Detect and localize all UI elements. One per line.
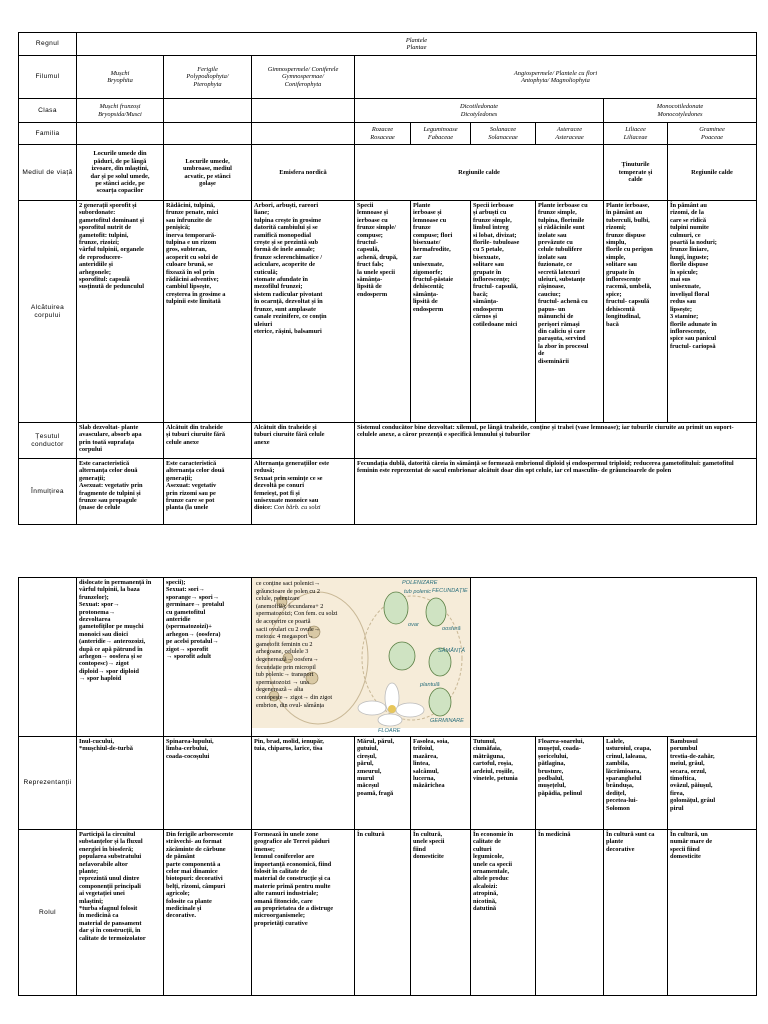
row-tesutul [19,423,757,459]
label-clasa: Clasa [19,99,77,123]
alcatuirea-liliacee: Plante ierboase, în pământ au tuberculi, bulbi, rizomi; frunze dispuse simplu, florile cu perigon simple, solitare sau grupate în inflorescențe racemă, umbelă, spice; fructul- capsulă dehiscentă longitudinal, bacă [604,201,668,423]
label-inmultirea: Înmulțirea [19,459,77,525]
repr-leguminoase: Fasolea, soia, trifoiul, mazărea, lintea, salcâmul, lucerna, măzărichea [411,737,471,830]
rol-ferigi: Din ferigile arborescente străvechi- au format zăcăminte de cărbune de pământ parte componentă a celor mai dinamice biotopuri: decorativi belți, rizomi, câmpuri agricole; folosite ca plante medicinale și decorative. [164,830,252,996]
inmultirea-ferigi: Este caracteristică alternanța celor două generații; Asexuat: vegetativ prin rizomi sau pe frunze care se pot planta (la unele [164,459,252,525]
label-alcatuirea: Alcătuirea corpului [19,201,77,423]
repr-graminee: Bambusul porumbul trestia-de-zahăr, meiul, grâul, secara, orzul, timoftica, ovăzul, păiușul, firea, golomățul, grâul pirul [668,737,757,830]
mediul-dicotiledonate: Regiunile calde [355,145,604,201]
mediul-liliacee: Ținuturile temperate și calde [604,145,668,201]
familia-rosaceae: Rozacee Rosaceae [355,123,411,145]
inmultirea-muschi: Este caracteristică alternanța celor două generații; Asexuat: vegetativ prin fragmente de tulpini și frunze sau propagule (mase de celule [77,459,164,525]
continued-empty-right [471,578,757,737]
inmultirea-conifere-text: Alternanța generațiilor este redusă; Sexuat prin semințe ce se dezvoltă pe conuri femeieșt, pot fi și unisexuate monoice sau dioice: [254,460,330,512]
familia-solanaceae: Solanacee Solanaceae [471,123,536,145]
label-familia: Familia [19,123,77,145]
row-rolul [19,830,757,996]
classification-table [18,32,757,525]
rol-muschi: Participă la circuitul substanțelor și la fluxul energiei în biosferă; popularea substratului nefavorabile altor plante; reprezintă unul dintre componenții principali ai vegetației unei mlaștini; *turba sfagnul folosit în medicină ca material de pansament dar și în construcții, în calitate de termoizolator [77,830,164,996]
label-fecundatie: FECUNDAȚIE [432,588,468,594]
rol-solanacee: În economie în calitate de culturi legumicole, unele ca specii ornamentale, altele produc alcaloizi: atropină, nicotină, datutină [471,830,536,996]
clasa-empty-1 [164,99,252,123]
ovary-1 [384,592,408,624]
repr-rozacee: Mărul, părul, gutuiul, cireșul, părul, zmeurul, murul măceșul poamă, fragă [355,737,411,830]
label-floare: FLOARE [378,728,401,734]
familia-empty-2 [164,123,252,145]
row-inmultirea [19,459,757,525]
mediul-graminee: Regiunile calde [668,145,757,201]
familia-poaceae: Graminee Poaceae [668,123,757,145]
mediul-ferigi: Locurile umede, umbroase, mediul acvatic, pe stânci golașe [164,145,252,201]
conifer-reproduction-text: ce conține saci polenici→ grăuncioare de polen cu 2 celule, polenizare (anemofilă); fecundarea+ 2 spermatozoizi; Con fem. cu solzi de acoperire ce poartă sacii ovulari cu 2 ovule→ meioza: 4 megaspori→ gametofit feminin cu 2 arhegoane, celulele 3 degenerează→ oosfera→ fecundație prin micropil tub polenic→ transport spermatozoizi → una degenerează→ alta contopește→ zigot→ din zigot embrion, din ovul- sămânța [256,580,338,709]
filum-pterophyta: Ferigile Polypodiophyta/ Pterophyta [164,56,252,99]
inmultirea-conifere [252,459,355,525]
page-two-table-region [18,577,756,996]
row-reprezentantii [19,737,757,830]
row-clasa [19,99,757,123]
familia-empty-3 [252,123,355,145]
label-tesutul: Țesutul conductor [19,423,77,459]
rol-leguminoase: În cultură, unele specii fiind domesticite [411,830,471,996]
row-alcatuirea [19,201,757,423]
clasa-bryopsida: Mușchi frunzoși Bryopsida/Musci [77,99,164,123]
continued-ferigi: specii); Sexuat: sori→ sporange→ spori→ germinare→ protalul cu gametofitul anteridie (spermatozoizi)+ arhegon→ (oosfera) pe acelsi protalul→ zigot→ sporofit → sporofit adult [164,578,252,737]
repr-ferigi: Spinarea-lupului, limba-cerbului, coada-cocoșului [164,737,252,830]
label-plantula: plantulă [420,682,440,688]
clasa-dicotyledones: Dicotiledonate Dicotyledones [355,99,604,123]
repr-solanacee: Tutunul, ciumăfaia, mătrăguna, cartoful, roșia, ardeiul, roșiile, vinetele, petunia [471,737,536,830]
conifer-cycle-cell [252,578,471,737]
familia-asteraceae: Asteracee Asteraceae [536,123,604,145]
alcatuirea-asteracee: Plante ierboase cu frunze simple, tulpina, florimile și rădăcinile sunt izolate sau prevăzute cu celule tubulifere izolate sau fuzionate, ce secretă latexuri uleiuri, substanțe rășinoase, cauciuc; fructul- achenă cu papus- un mănunchi de perișori rămași din caliciu și care parașuta, servind la zbor în procesul de diseminării [536,201,604,423]
label-regnul: Regnul [19,33,77,56]
row-mediul [19,145,757,201]
plantlet-drawing [429,688,451,716]
continued-label-empty [19,578,77,737]
flower-center [388,705,396,713]
repr-conifere: Pin, brad, molid, ienupăr, tuia, chiparos, larice, tisa [252,737,355,830]
row-regnul [19,33,757,56]
filum-gymnospermae: Gimnospermele/ Coniferele Gymnospermae/ Coniferophyta [252,56,355,99]
label-reprezentantii: Reprezentanții [19,737,77,830]
rol-liliacee: În cultură sunt ca plante decorative [604,830,668,996]
alcatuirea-rozacee: Specii lemnoase și ierboase cu frunze simple/ compuse; fructul- capsulă, achenă, drupă, fruct fals; la unele specii sămânța- lipsită de endosperm [355,201,411,423]
inmultirea-conifere-extra: Con bărb. cu solzi [273,504,321,512]
ovary-2 [426,598,446,626]
repr-muschi: Inul-cucului, *mușchiul-de-turbă [77,737,164,830]
tesutul-conifere: Alcătuit din traheide și tuburi ciuruite fără celule anexe [252,423,355,459]
alcatuirea-muschi: 2 generații sporofit și subordonate: gametofitul dominant și sporofitul nutrit de gametofit: tulpini, frunze, rizoizi; vârful tulpinii, organele de reproducere- anteridiile și arhegonele; sporofitul: capsulă susținută de pedunculul [77,201,164,423]
rol-conifere: Formează în unele zone geografice ale Terrei păduri imense; lemnul coniferelor are importanță economică, fiind folosit în calitate de material de construcție și ca materie primă pentru multe alte ramuri industriale; omană fitoncide, care au proprietatea de a distruge microorganismele; proprietăți curative [252,830,355,996]
label-polenizare: POLENIZARE [402,580,438,586]
label-germinare: GERMINARE [430,718,464,724]
life-cycle-diagram [252,578,470,734]
row-reproduction-continued [19,578,757,737]
clasa-monocotyledones: Monocotiledonate Monocotyledones [604,99,757,123]
petal-3 [396,703,424,717]
tesutul-muschi: Slab dezvoltat- plante avasculare, absorb apa prin toată suprafața corpului [77,423,164,459]
continued-muschi: dislocate în permanență în vârful tulpinii, la baza frunzelor); Sexuat: spor→ protonema→ dezvoltarea gametofiților pe mușchi monoici sau dioici (anteridie→ anterozoizi, după ce apă pătrund în arhegon→ oosfera și se contopesc)→ zigot diploid→ spor diploid → spor haploid [77,578,164,737]
rol-asteracee: În medicină [536,830,604,996]
classification-table-continued [18,577,757,996]
label-filumul: Filumul [19,56,77,99]
value-regnul: Plantele Plantae [77,33,757,56]
repr-asteracee: Floarea-soarelui, mușețul, coada- șoricelului, pătlagina, brusture, podbalul, mușețelul, păpădia, pelinul [536,737,604,830]
filum-angiospermae: Angiospermele/ Plantele cu flori Antophyta/ Magnoliophyta [355,56,757,99]
familia-fabaceae: Leguminoase Fabaceae [411,123,471,145]
tesutul-ferigi: Alcătuit din traheide și tuburi ciuruite fără celule anexe [164,423,252,459]
row-filumul [19,56,757,99]
repr-liliacee: Lalele, usturoiul, ceapa, crinul, laleaua, zambila, lăcrămioara, sparanghelul brândușa, dedițel, pecetea-lui- Solomon [604,737,668,830]
ovule-drawing [389,642,415,670]
mediul-muschi: Locurile umede din păduri, de pe lângă izvoare, din mlaștini, dar și pe solul umede, pe stânci acide, pe scoarța copacilor [77,145,164,201]
inmultirea-angiosperme: Fecundația dublă, datorită căreia în sămânță se formează embrionul diploid și endospermul triploid; reducerea gametofitului: gametofitul feminin este reprezentat de sacul embrionar alcătuit doar din opt celule, iar cel masculin- de grăuncioarele de polen [355,459,757,525]
label-ovar: ovar [408,622,419,628]
tesutul-angiosperme: Sistemul conducător bine dezvoltat: xilemul, pe lângă traheide, conține și trahei (vase lemnoase); iar tuburile ciuruite au primit un suport- celulele anexe, a căror prezență e specifică lemnului și tuburilor [355,423,757,459]
label-rolul: Rolul [19,830,77,996]
label-mediul: Mediul de viață [19,145,77,201]
familia-liliaceae: Liliacee Liliaceae [604,123,668,145]
label-oosfera: oosferă [442,626,461,632]
clasa-empty-2 [252,99,355,123]
rol-rozacee: În cultură [355,830,411,996]
alcatuirea-conifere: Arbori, arbuști, rareori liane; tulpina crește în grosime datorită cambiului și se ramifică monopodial crește și se prezintă sub formă de inele anuale; frunze sclerenchimatice / aciculare, acoperite de cuticulă; stomate afundate în mezofilul frunzei; sistem radicular pivotant în ocarnță, dezvoltat și în frunze, sunt amplasate canale rezinifere, ce conțin uleiuri eterice, rășini, balsamuri [252,201,355,423]
row-familia [19,123,757,145]
familia-empty-1 [77,123,164,145]
filum-bryophita: Mușchi Bryophita [77,56,164,99]
alcatuirea-ferigi: Rădăcini, tulpină, frunze penate, mici sau înfrunzite de penișică; inerva temporară- tulpina e un rizom gros, subteran, acoperit cu solzi de culoare brună, se fixează în sol prin rădăcini adventive; cambiul lipsește, creșterea în grosime a tulpinii este limitată [164,201,252,423]
label-tub-polenic: tub polenic [404,589,432,595]
petal-4 [378,714,402,726]
label-samanta: SĂMÂNȚĂ [438,648,466,654]
rol-graminee: În cultură, un număr mare de specii fiind domesticite [668,830,757,996]
alcatuirea-graminee: În pământ au rizomi, de la care se ridică tulpini numite culmuri, ce poartă la noduri; frunze liniare, lungi, înguste; florile dispuse în spicule; mai sus unisexuate, invelișul floral redus sau lipsește; 3 stamine; florile adunate în inflorescențe, spice sau panicul fructul- cariopsă [668,201,757,423]
page-one-table-region [18,32,756,525]
mediul-conifere: Emisfera nordică [252,145,355,201]
alcatuirea-solanacee: Specii ierboase și arbuști cu frunze simple, limbul întreg si lobat, divizat; florile- tubuloase cu 5 petale, bisexuate, solitare sau grupate în inflorescențe; fructul- capsulă, bacă; sămânța- endosperm cărnos și cotiledoane mici [471,201,536,423]
alcatuirea-leguminoase: Plante ierboase și lemnoase cu frunze compuse; flori bisexuate/ hermafrodite, zar unisexuate, zigomorfe; fructul-păstaie dehiscentă; sămânța- lipsită de endosperm [411,201,471,423]
